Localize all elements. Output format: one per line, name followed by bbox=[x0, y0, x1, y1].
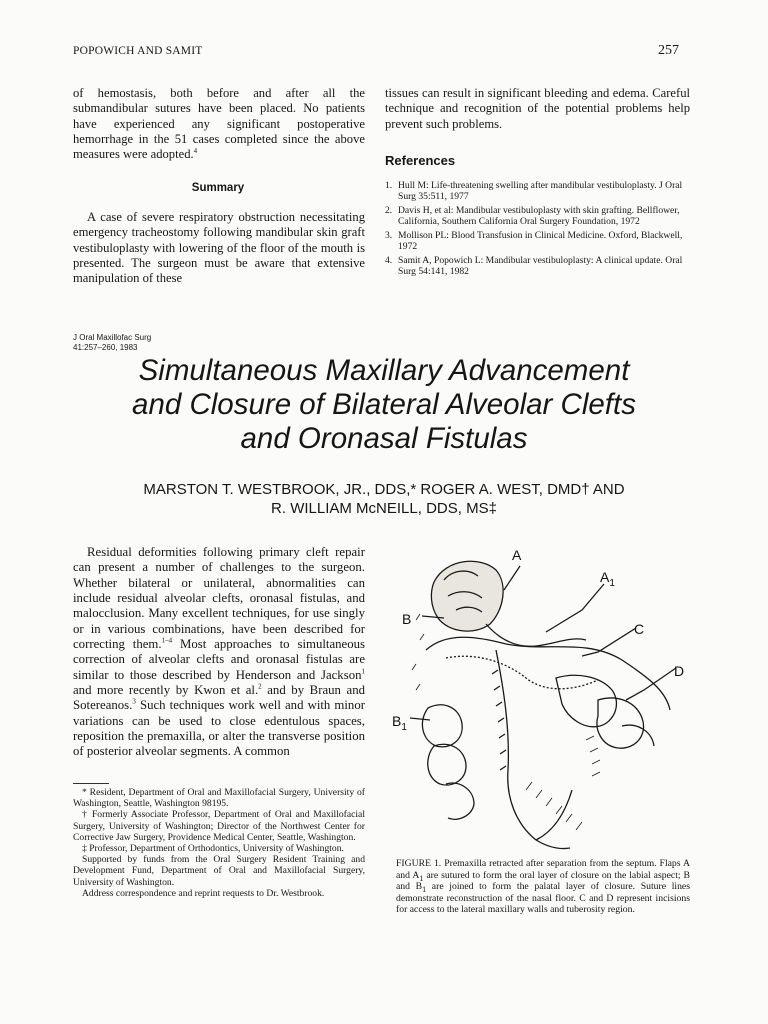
references-heading: References bbox=[385, 153, 456, 168]
reference-number: 4. bbox=[385, 254, 393, 266]
summary-heading: Summary bbox=[191, 182, 245, 194]
summary-paragraph: A case of severe respiratory obstruction necessitating emergency tracheostomy following mandibular skin graft vestibuloplasty with lowering of the floor of the mouth is presented. The surgeon must be aware that extensive manipulation of these bbox=[73, 210, 365, 286]
summary-text-block bbox=[73, 210, 365, 286]
footnote: † Formerly Associate Professor, Department of Oral and Maxillofacial Surgery, University of Washington; Director of the Northwest Center for Corrective Jaw Surgery, Providence Medical Center, Seattle, Washington. bbox=[73, 809, 365, 843]
figure-1-illustration bbox=[386, 540, 696, 860]
reference-text: Samit A, Popowich L: Mandibular vestibuloplasty: A clinical update. Oral Surg 54:141, 1982 bbox=[398, 254, 683, 277]
reference-text: Davis H, et al: Mandibular vestibuloplasty with skin grafting. Bellflower, California, Southern California Oral Surgery Foundation, 1972 bbox=[398, 204, 680, 228]
prev-article-left-column bbox=[73, 86, 365, 162]
title-line: Simultaneous Maxillary Advancement bbox=[138, 354, 630, 387]
figure-1-caption: FIGURE 1. Premaxilla retracted after separation from the septum. Flaps A and $A_1$ are sutured to form the oral layer of closure on the labial aspect; B and $B_1$ are joined to form the palatal layer of closure. Suture lines demonstrate reconstruction of the nasal floor. C and D represent incisions for access to the lateral maxillary walls and tuberosity region. bbox=[396, 858, 690, 916]
figure-label-c: C bbox=[634, 621, 645, 637]
reference-item bbox=[385, 205, 690, 227]
reference-number: 1. bbox=[385, 180, 393, 191]
figure-label-a1: $A_1$ bbox=[600, 569, 615, 589]
authors-line: MARSTON T. WESTBROOK, JR., DDS,* ROGER A. WEST, DMD† AND bbox=[143, 481, 625, 498]
reference-item bbox=[385, 255, 690, 277]
reference-number: 3. bbox=[385, 229, 393, 241]
reference-item bbox=[385, 180, 690, 202]
running-head: POPOWICH AND SAMIT bbox=[73, 45, 203, 57]
reference-number: 2. bbox=[385, 204, 393, 216]
footnote: Supported by funds from the Oral Surgery Resident Training and Development Fund, Department of Oral and Maxillofacial Surgery, University of Washington. bbox=[73, 854, 365, 888]
figure-label-b1: $B_1$ bbox=[392, 713, 407, 733]
journal-volume: 41:257–260, 1983 bbox=[73, 342, 138, 352]
figure-label-d: D bbox=[674, 663, 685, 679]
footnote: ‡ Professor, Department of Orthodontics, University of Washington. bbox=[82, 843, 344, 855]
footnote: * Resident, Department of Oral and Maxillofacial Surgery, University of Washington, Seattle, Washington 98195. bbox=[73, 787, 365, 810]
prev-article-paragraph: of hemostasis, both before and after all the submandibular sutures have been placed. No patients have experienced any significant postoperative hemorrhage in the 51 cases completed since the above measures were adopted.$^4$ bbox=[73, 86, 365, 162]
title-line: and Oronasal Fistulas bbox=[240, 422, 528, 455]
citation-ref: 2 bbox=[258, 682, 262, 691]
prev-article-right-column bbox=[385, 86, 690, 132]
authors bbox=[60, 480, 708, 518]
article-title bbox=[60, 354, 708, 456]
footnote-rule bbox=[73, 783, 109, 784]
citation-ref: 1 bbox=[361, 667, 365, 676]
title-line: and Closure of Bilateral Alveolar Clefts bbox=[132, 388, 636, 421]
intro-paragraph: Residual deformities following primary cleft repair can present a number of challenges to the surgeon. Whether bilateral or unilateral, abnormalities can include residual alveolar clefts, oronasal fistulas, and malocclusion. Many excellent techniques, for use singly or in various combinations, have been described for correcting them.$^{1-4}$ Most approaches to simultaneous correction of alveolar clefts and oronasal fistulas are similar to those described by Henderson and Jackson$^1$ and more recently by Kwon et al.$^2$ and by Braun and Sotereanos.$^3$ Such techniques work well and with minor variations can be used to close edentulous spaces, reposition the premaxilla, or alter the transverse position of posterior alveolar segments. A common bbox=[73, 545, 366, 759]
footnote: Address correspondence and reprint requests to Dr. Westbrook. bbox=[82, 887, 325, 899]
reference-item bbox=[385, 230, 690, 252]
figure-label-a: A bbox=[512, 547, 522, 563]
prev-article-closing-paragraph: tissues can result in significant bleeding and edema. Careful technique and recognition of the potential problems help prevent such problems. bbox=[385, 86, 690, 131]
citation-ref: 3 bbox=[132, 698, 136, 707]
reference-text: Mollison PL: Blood Transfusion in Clinical Medicine. Oxford, Blackwell, 1972 bbox=[398, 229, 683, 253]
citation-ref: 1–4 bbox=[161, 636, 173, 645]
page-number: 257 bbox=[658, 43, 679, 58]
figure-label-b: B bbox=[402, 611, 412, 627]
journal-citation bbox=[73, 333, 151, 352]
reference-text: Hull M: Life-threatening swelling after mandibular vestibuloplasty. J Oral Surg 35:511, 1977 bbox=[398, 180, 683, 203]
article-body-column bbox=[73, 545, 365, 760]
authors-line: R. WILLIAM McNEILL, DDS, MS‡ bbox=[271, 500, 497, 517]
journal-name: J Oral Maxillofac Surg bbox=[73, 333, 152, 342]
footnotes bbox=[73, 787, 365, 899]
references-list bbox=[385, 180, 690, 280]
citation-ref: 4 bbox=[193, 147, 198, 155]
